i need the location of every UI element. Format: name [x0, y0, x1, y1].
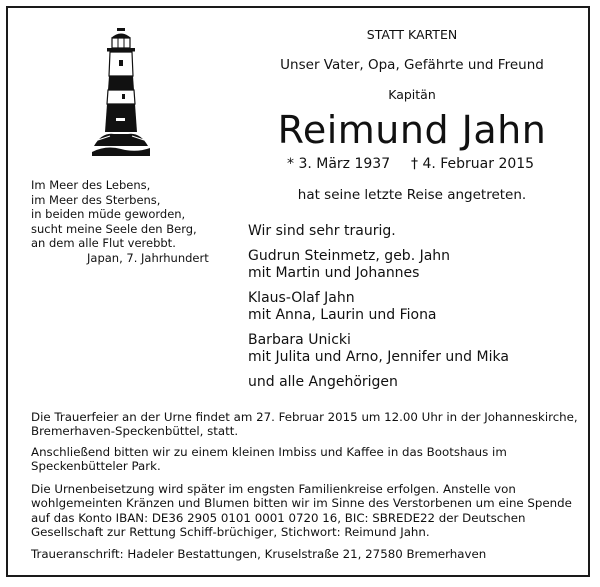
poem	[31, 178, 209, 265]
poem-line: an dem alle Flut verebbt.	[31, 236, 176, 250]
poem-source: Japan, 7. Jahrhundert	[87, 250, 209, 265]
deceased-name: Reimund Jahn	[277, 108, 547, 152]
family-member-children: mit Julita und Arno, Jennifer und Mika	[248, 349, 509, 365]
reception-info: Anschließend bitten wir zu einem kleinen Imbiss und Kaffee in das Bootshaus im Speckenbütteler Park.	[31, 445, 507, 474]
poem-line: Im Meer des Lebens,	[31, 178, 151, 192]
statt-karten-label: STATT KARTEN	[366, 27, 458, 42]
funeral-info: Die Trauerfeier an der Urne findet am 27. Februar 2015 um 12.00 Uhr in der Johanneskirche, Bremerhaven-Speckenbüttel, statt.	[31, 410, 578, 439]
poem-line: in beiden müde geworden,	[31, 207, 186, 221]
donation-info: Die Urnenbeisetzung wird später im engsten Familienkreise erfolgen. Anstelle von wohlgemeinten Kränzen und Blumen bitten wir im Sinne des Verstorbenen um eine Spende auf das Konto IBAN: DE36 2905 0101 0001 0720 16, BIC: SBREDE22 der Deutschen Gesellschaft zur Rettung Schiff-brüchiger, Stichwort: Reimund Jahn.	[31, 482, 572, 539]
family-member: Gudrun Steinmetz, geb. Jahn	[248, 248, 451, 264]
family-member: Barbara Unicki	[248, 332, 351, 348]
birth-date: * 3. März 1937	[287, 156, 391, 172]
title-kapitaen: Kapitän	[388, 87, 436, 102]
family-group	[248, 332, 509, 366]
relations-line: Unser Vater, Opa, Gefährte und Freund	[280, 57, 544, 73]
subtitle-line: hat seine letzte Reise angetreten.	[297, 187, 527, 203]
family-member-children: mit Martin und Johannes	[248, 265, 420, 281]
family-group	[248, 290, 437, 324]
family-group	[248, 248, 450, 282]
mourning-address: Traueranschrift: Hadeler Bestattungen, Kruselstraße 21, 27580 Bremerhaven	[31, 547, 487, 561]
family-member: Klaus-Olaf Jahn	[248, 290, 355, 306]
family-closing: und alle Angehörigen	[248, 374, 398, 390]
family-intro: Wir sind sehr traurig.	[248, 223, 396, 239]
death-date: † 4. Februar 2015	[411, 156, 535, 172]
poem-line: sucht meine Seele den Berg,	[31, 221, 197, 236]
family-member-children: mit Anna, Laurin und Fiona	[248, 307, 437, 323]
poem-line: im Meer des Sterbens,	[31, 192, 161, 207]
lighthouse-icon	[92, 28, 150, 156]
